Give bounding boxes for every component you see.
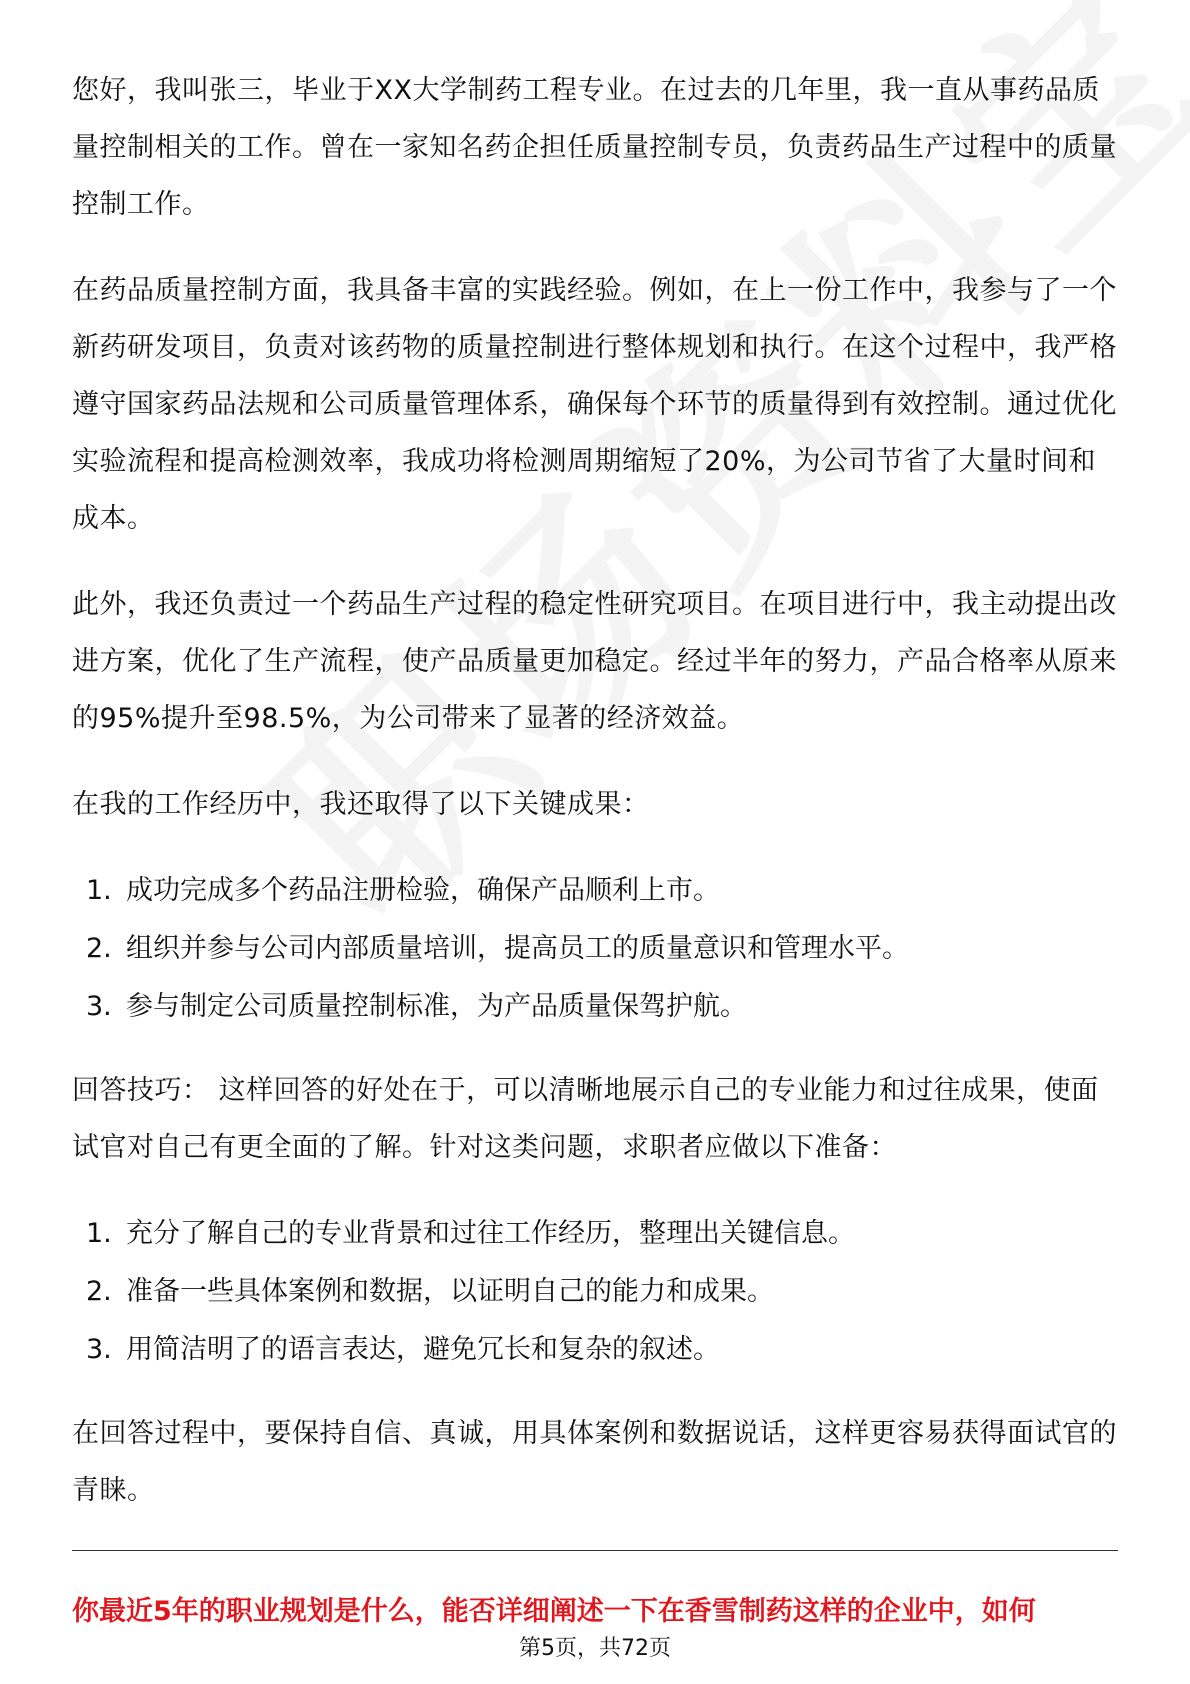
experience-paragraph: 在药品质量控制方面，我具备丰富的实践经验。例如，在上一份工作中，我参与了一个新药研发项目，负责对该药物的质量控制进行整体规划和执行。在这个过程中，我严格遵守国家药品法规和公司质量管理体系，确保每个环节的质量得到有效控制。通过优化实验流程和提高检测效率，我成功将检测周期缩短了20%，为公司节省了大量时间和成本。 — [72, 275, 1117, 534]
list-text: 用简洁明了的语言表达，避免冗长和复杂的叙述。 — [126, 1334, 720, 1365]
list-number: 1. — [86, 1218, 112, 1249]
page-content — [72, 62, 1118, 1548]
list-text: 组织并参与公司内部质量培训，提高员工的质量意识和管理水平。 — [126, 933, 909, 964]
closing-paragraph: 在回答过程中，要保持自信、真诚，用具体案例和数据说话，这样更容易获得面试官的青睐。 — [72, 1418, 1117, 1506]
page-number-footer: 第5页，共72页 — [519, 1636, 671, 1661]
list-item — [72, 1263, 1118, 1321]
list-number: 2. — [86, 1276, 112, 1307]
list-text: 准备一些具体案例和数据，以证明自己的能力和成果。 — [126, 1276, 774, 1307]
list-text: 成功完成多个药品注册检验，确保产品顺利上市。 — [126, 875, 720, 906]
list-number: 1. — [86, 875, 112, 906]
stability-project-paragraph: 此外，我还负责过一个药品生产过程的稳定性研究项目。在项目进行中，我主动提出改进方案，优化了生产流程，使产品质量更加稳定。经过半年的努力，产品合格率从原来的95%提升至98.5%，为公司带来了显著的经济效益。 — [72, 589, 1117, 734]
achievements-list — [72, 862, 1118, 1036]
section-divider — [72, 1550, 1118, 1551]
list-item — [72, 920, 1118, 978]
list-item — [72, 978, 1118, 1036]
list-number: 3. — [86, 991, 112, 1022]
list-item — [72, 1205, 1118, 1263]
list-number: 2. — [86, 933, 112, 964]
list-number: 3. — [86, 1334, 112, 1365]
list-text: 参与制定公司质量控制标准，为产品质量保驾护航。 — [126, 991, 747, 1022]
list-item — [72, 862, 1118, 920]
list-item — [72, 1321, 1118, 1379]
intro-paragraph: 您好，我叫张三，毕业于XX大学制药工程专业。在过去的几年里，我一直从事药品质量控制相关的工作。曾在一家知名药企担任质量控制专员，负责药品生产过程中的质量控制工作。 — [72, 75, 1117, 220]
next-question-heading: 你最近5年的职业规划是什么，能否详细阐述一下在香雪制药这样的企业中，如何 — [72, 1596, 1036, 1627]
preparations-list — [72, 1205, 1118, 1379]
achievements-intro: 在我的工作经历中，我还取得了以下关键成果： — [72, 789, 650, 820]
list-text: 充分了解自己的专业背景和过往工作经历，整理出关键信息。 — [126, 1218, 855, 1249]
answer-tips-paragraph: 回答技巧： 这样回答的好处在于，可以清晰地展示自己的专业能力和过往成果，使面试官对自己有更全面的了解。针对这类问题，求职者应做以下准备： — [72, 1075, 1099, 1163]
